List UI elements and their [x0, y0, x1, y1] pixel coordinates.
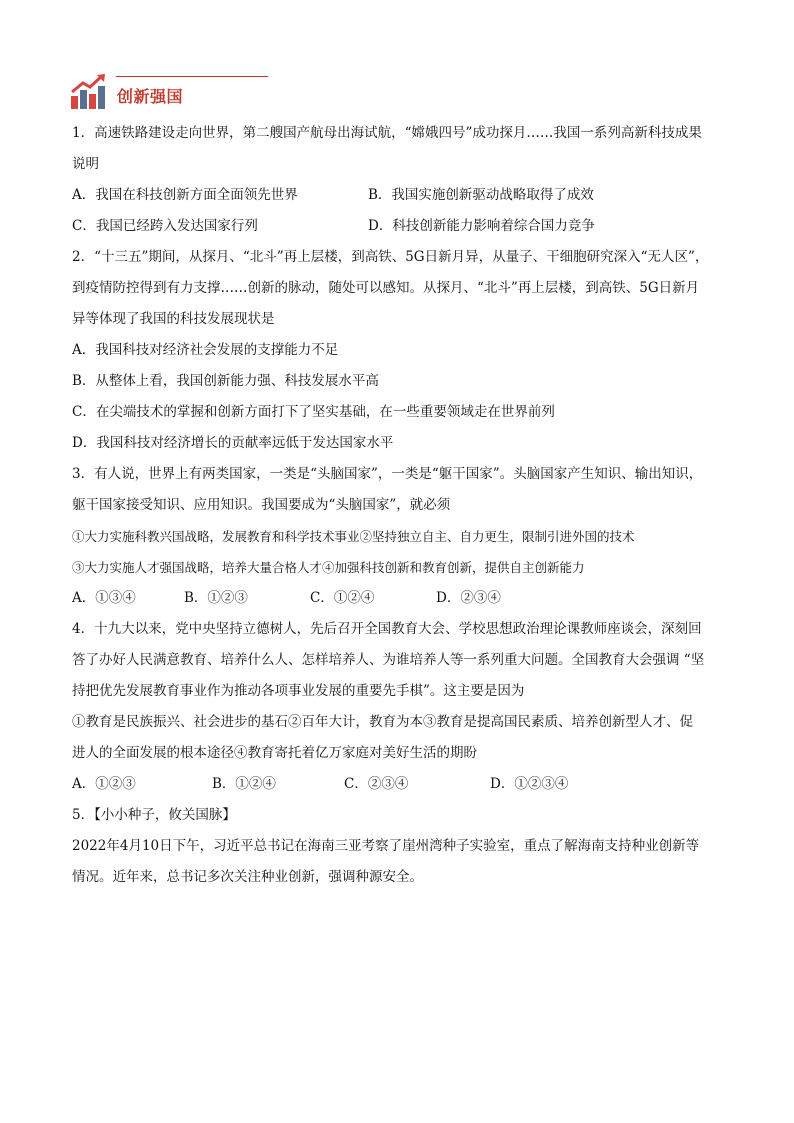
q4-option-a[interactable]: A．①②③ — [72, 776, 136, 792]
q2-option-d[interactable]: D．我国科技对经济增长的贡献率远低于发达国家水平 — [72, 435, 394, 451]
q2-option-c[interactable]: C．在尖端技术的掌握和创新方面打下了坚实基础，在一些重要领域走在世界前列 — [72, 404, 555, 420]
q4-stem-line2: 答了办好人民满意教育、培养什么人、怎样培养人、为谁培养人等一系列重大问题。全国教育大会强调 “坚 — [72, 652, 705, 668]
q5-para-line1: 2022年4月10日下午，习近平总书记在海南三亚考察了崖州湾种子实验室，重点了解海南支持种业创新等 — [72, 838, 700, 854]
bar-chart-arrow-icon — [70, 72, 110, 110]
q2-stem-line3: 异等体现了我国的科技发展现状是 — [72, 311, 275, 327]
q4-option-d[interactable]: D．①②③④ — [490, 776, 569, 792]
q2-stem-line2: 到疫情防控得到有力支撑……创新的脉动，随处可以感知。从探月、“北斗”再上层楼，到高铁、5G日新月 — [72, 280, 700, 296]
q1-options-row2 — [72, 211, 732, 242]
q4-stem-line3: 持把优先发展教育事业作为推动各项事业发展的重要先手棋”。这主要是因为 — [72, 683, 525, 699]
q1-option-b[interactable]: B．我国实施创新驱动战略取得了成效 — [368, 187, 594, 203]
q3-option-c[interactable]: C．①②④ — [310, 590, 375, 606]
q1-option-c[interactable]: C．我国已经跨入发达国家行列 — [72, 218, 258, 234]
q3-options — [72, 583, 732, 614]
q2-option-b[interactable]: B．从整体上看，我国创新能力强、科技发展水平高 — [72, 373, 379, 389]
q4-item-line1: ①教育是民族振兴、社会进步的基石②百年大计，教育为本③教育是提高国民素质、培养创新型人才、促 — [72, 714, 693, 730]
q3-item-line1: ①大力实施科教兴国战略，发展教育和科学技术事业②坚持独立自主、自力更生，限制引进外国的技术 — [72, 529, 635, 544]
section-header — [70, 70, 210, 110]
q2-stem-line1: 2．“十三五”期间，从探月、“北斗”再上层楼，到高铁、5G日新月异，从量子、干细胞研究深入“无人区”， — [72, 249, 709, 265]
q4-stem-line1: 4．十九大以来，党中央坚持立德树人，先后召开全国教育大会、学校思想政治理论课教师座谈会，深刻回 — [72, 621, 702, 637]
q2-option-a[interactable]: A．我国科技对经济社会发展的支撑能力不足 — [72, 342, 339, 358]
q4-item-line2: 进人的全面发展的根本途径④教育寄托着亿万家庭对美好生活的期盼 — [72, 745, 477, 761]
q3-option-b[interactable]: B．①②③ — [184, 590, 248, 606]
questions — [72, 118, 732, 893]
q4-options — [72, 769, 732, 800]
q1-option-d[interactable]: D．科技创新能力影响着综合国力竞争 — [368, 218, 595, 234]
q4-option-b[interactable]: B．①②④ — [212, 776, 276, 792]
q4-option-c[interactable]: C．②③④ — [344, 776, 409, 792]
q1-options-row1 — [72, 180, 732, 211]
section-title: 创新强国 — [117, 87, 184, 106]
q1-stem-line1: 1．高速铁路建设走向世界，第二艘国产航母出海试航，“嫦娥四号”成功探月……我国一系列高新科技成果 — [72, 125, 702, 141]
q3-option-d[interactable]: D．②③④ — [436, 590, 501, 606]
q5-title: 5．【小小种子，攸关国脉】 — [72, 807, 236, 823]
q5-para-line2: 情况。近年来，总书记多次关注种业创新，强调种源安全。 — [72, 869, 423, 885]
q1-option-a[interactable]: A．我国在科技创新方面全面领先世界 — [72, 187, 298, 203]
q3-stem-line2: 躯干国家接受知识、应用知识。我国要成为“头脑国家”，就必须 — [72, 497, 451, 513]
q1-stem-line2: 说明 — [72, 156, 99, 172]
q3-stem-line1: 3．有人说，世界上有两类国家，一类是“头脑国家”，一类是“躯干国家”。头脑国家产生知识、输出知识， — [72, 466, 703, 482]
header-rule — [116, 76, 268, 77]
q3-option-a[interactable]: A．①③④ — [72, 590, 136, 606]
q3-item-line2: ③大力实施人才强国战略，培养大量合格人才④加强科技创新和教育创新，提供自主创新能力 — [72, 560, 585, 575]
